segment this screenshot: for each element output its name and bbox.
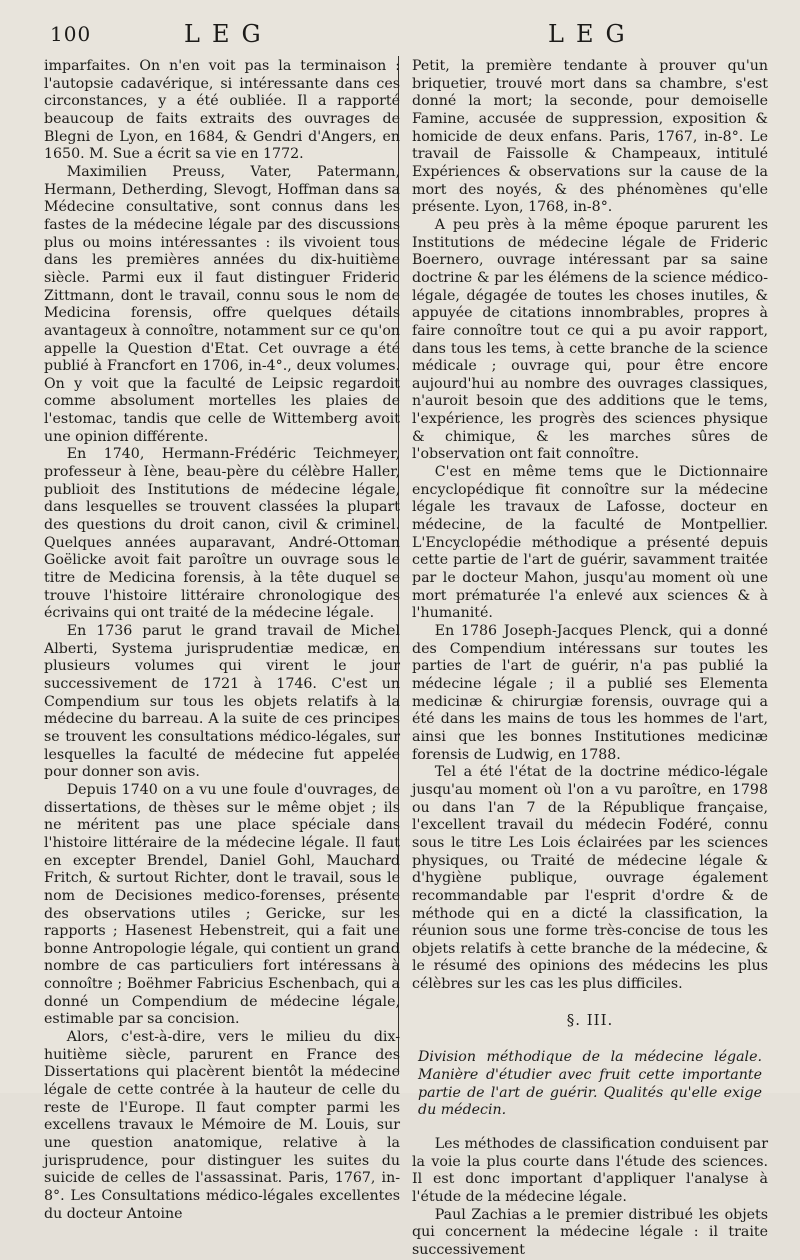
paragraph: Les méthodes de classification conduisent par la voie la plus courte dans l'étude des sciences. Il est donc important d'appliquer l'analyse à l'étude de la médecine légale. — [412, 1136, 768, 1206]
right-column — [412, 58, 768, 1260]
section-rubric: Division méthodique de la médecine légale. Manière d'étudier avec fruit cette importante partie de l'art de guérir. Qualités qu'elle exige du médecin. — [418, 1049, 762, 1119]
paragraph: Paul Zachias a le premier distribué les objets qui concernent la médecine légale : il traite successivement — [412, 1206, 768, 1258]
paragraph: imparfaites. On n'en voit pas la terminaison : l'autopsie cadavérique, si intéressante dans ces circonstances, y a été oubliée. Il a rapporté beaucoup de faits extraits des ouvrages de Blegni de Lyon, en 1684, & Gendri d'Angers, en 1650. M. Sue a écrit sa vie en 1772. — [44, 58, 400, 163]
running-head-left: LEG — [184, 20, 273, 48]
paragraph: Tel a été l'état de la doctrine médico-légale jusqu'au moment où l'on a vu paroître, en 1798 ou dans l'an 7 de la République française, l'excellent travail du médecin Fodéré, connu sous le titre Les Lois éclairées par les sciences physiques, ou Traité de médecine légale & d'hygiène publique, ouvrage également recommandable par l'esprit d'ordre & de méthode qui en a dicté la classification, la réunion sous une forme très-concise de tous les objets relatifs à cette branche de la médecine, & le résumé des opinions des médecins les plus célèbres sur les cas les plus difficiles. — [412, 764, 768, 993]
paragraph: En 1736 parut le grand travail de Michel Alberti, Systema jurisprudentiæ medicæ, en plusieurs volumes qui virent le jour successivement de 1721 à 1746. C'est un Compendium sur tous les objets relatifs à la médecine du barreau. A la suite de ces principes se trouvent les consultations médico-légales, sur lesquelles la faculté de médecine fut appelée pour donner son avis. — [44, 623, 400, 781]
section-heading: §. III. — [566, 1010, 614, 1029]
page-number: 100 — [50, 22, 92, 46]
paragraph: Maximilien Preuss, Vater, Patermann, Hermann, Detherding, Slevogt, Hoffman dans sa Médecine consultative, sont connus dans les fastes de la médecine légale par des discussions plus ou moins intéressantes : ils vivoient tous dans les premières années du dix-huitième siècle. Parmi eux il faut distinguer Frideric Zittmann, dont le travail, connu sous le nom de Medicina forensis, offre quelques détails avantageux à connoître, notamment sur ce qu'on appelle la Question d'Etat. Cet ouvrage a été publié à Francfort en 1706, in-4°., deux volumes. On y voit que la faculté de Leipsic regardoit comme absolument mortelles les plaies de l'estomac, tandis que celle de Wittemberg avoit une opinion différente. — [44, 163, 400, 445]
running-head-right: LEG — [548, 20, 637, 48]
paragraph: En 1786 Joseph-Jacques Plenck, qui a donné des Compendium intéressans sur toutes les parties de l'art de guérir, n'a pas publié la médecine légale ; il a publié ses Elementa medicinæ & chirurgiæ forensis, ouvrage qui a été dans les mains de tous les hommes de l'art, ainsi que les bonnes Institutiones medicinæ forensis de Ludwig, en 1788. — [412, 623, 768, 763]
left-column — [44, 58, 400, 1223]
paragraph: A peu près à la même époque parurent les Institutions de médecine légale de Frideric Boernero, ouvrage intéressant par sa saine doctrine & par les élémens de la science médico-légale, dégagée de toutes les choses inutiles, & appuyée de citations innombrables, propres à faire connoître tout ce qui a pu avoir rapport, dans tous les tems, à cette branche de la science médicale ; ouvrage qui, pour être encore aujourd'hui au nombre des ouvrages classiques, n'auroit besoin que des additions que le tems, l'expérience, les progrès des sciences physique & chimique, & les marches sûres de l'observation ont fait connoître. — [412, 216, 768, 463]
paragraph: Depuis 1740 on a vu une foule d'ouvrages, de dissertations, de thèses sur le même objet ; ils ne méritent pas une place spéciale dans l'histoire littéraire de la médecine légale. Il faut en excepter Brendel, Daniel Gohl, Mauchard Fritch, & surtout Richter, dont le travail, sous le nom de Decisiones medico-forenses, présente des observations utiles ; Gericke, sur les rapports ; Hasenest Hebenstreit, qui a fait une bonne Antropologie légale, qui contient un grand nombre de cas particuliers fort intéressans à connoître ; Boëhmer Fabricius Eschenbach, qui a donné un Compendium de médecine légale, estimable par sa concision. — [44, 781, 400, 1028]
paragraph: C'est en même tems que le Dictionnaire encyclopédique fit connoître sur la médecine légale les travaux de Lafosse, docteur en médecine, de la faculté de Montpellier. L'Encyclopédie méthodique a présenté depuis cette partie de l'art de guérir, savamment traitée par le docteur Mahon, jusqu'au moment où une mort prématurée l'a enlevé aux sciences & à l'humanité. — [412, 464, 768, 622]
paragraph: Petit, la première tendante à prouver qu'un briquetier, trouvé mort dans sa chambre, s'est donné la mort; la seconde, pour demoiselle Famine, accusée de suppression, exposition & homicide de deux enfans. Paris, 1767, in-8°. Le travail de Faissolle & Champeaux, intitulé Expériences & observations sur la cause de la mort des noyés, & des phénomènes qu'elle présente. Lyon, 1768, in-8°. — [412, 58, 768, 216]
paragraph: En 1740, Hermann-Frédéric Teichmeyer, professeur à Iène, beau-père du célèbre Haller, publioit des Institutions de médecine légale, dans lesquelles se trouvent classées la plupart des questions du droit canon, civil & criminel. Quelques années auparavant, André-Ottoman Goëlicke avoit fait paroître un ouvrage sous le titre de Medicina forensis, à la tête duquel se trouve l'histoire littéraire chronologique des écrivains qui ont traité de la médecine légale. — [44, 446, 400, 622]
paragraph: Alors, c'est-à-dire, vers le milieu du dix-huitième siècle, parurent en France des Dissertations qui placèrent bientôt la médecine légale de cette contrée à la hauteur de celle du reste de l'Europe. Il faut compter parmi les excellens travaux le Mémoire de M. Louis, sur une question anatomique, relative à la jurisprudence, pour distinguer les suites du suicide de celles de l'assassinat. Paris, 1767, in-8°. Les Consultations médico-légales excellentes du docteur Antoine — [44, 1029, 400, 1222]
